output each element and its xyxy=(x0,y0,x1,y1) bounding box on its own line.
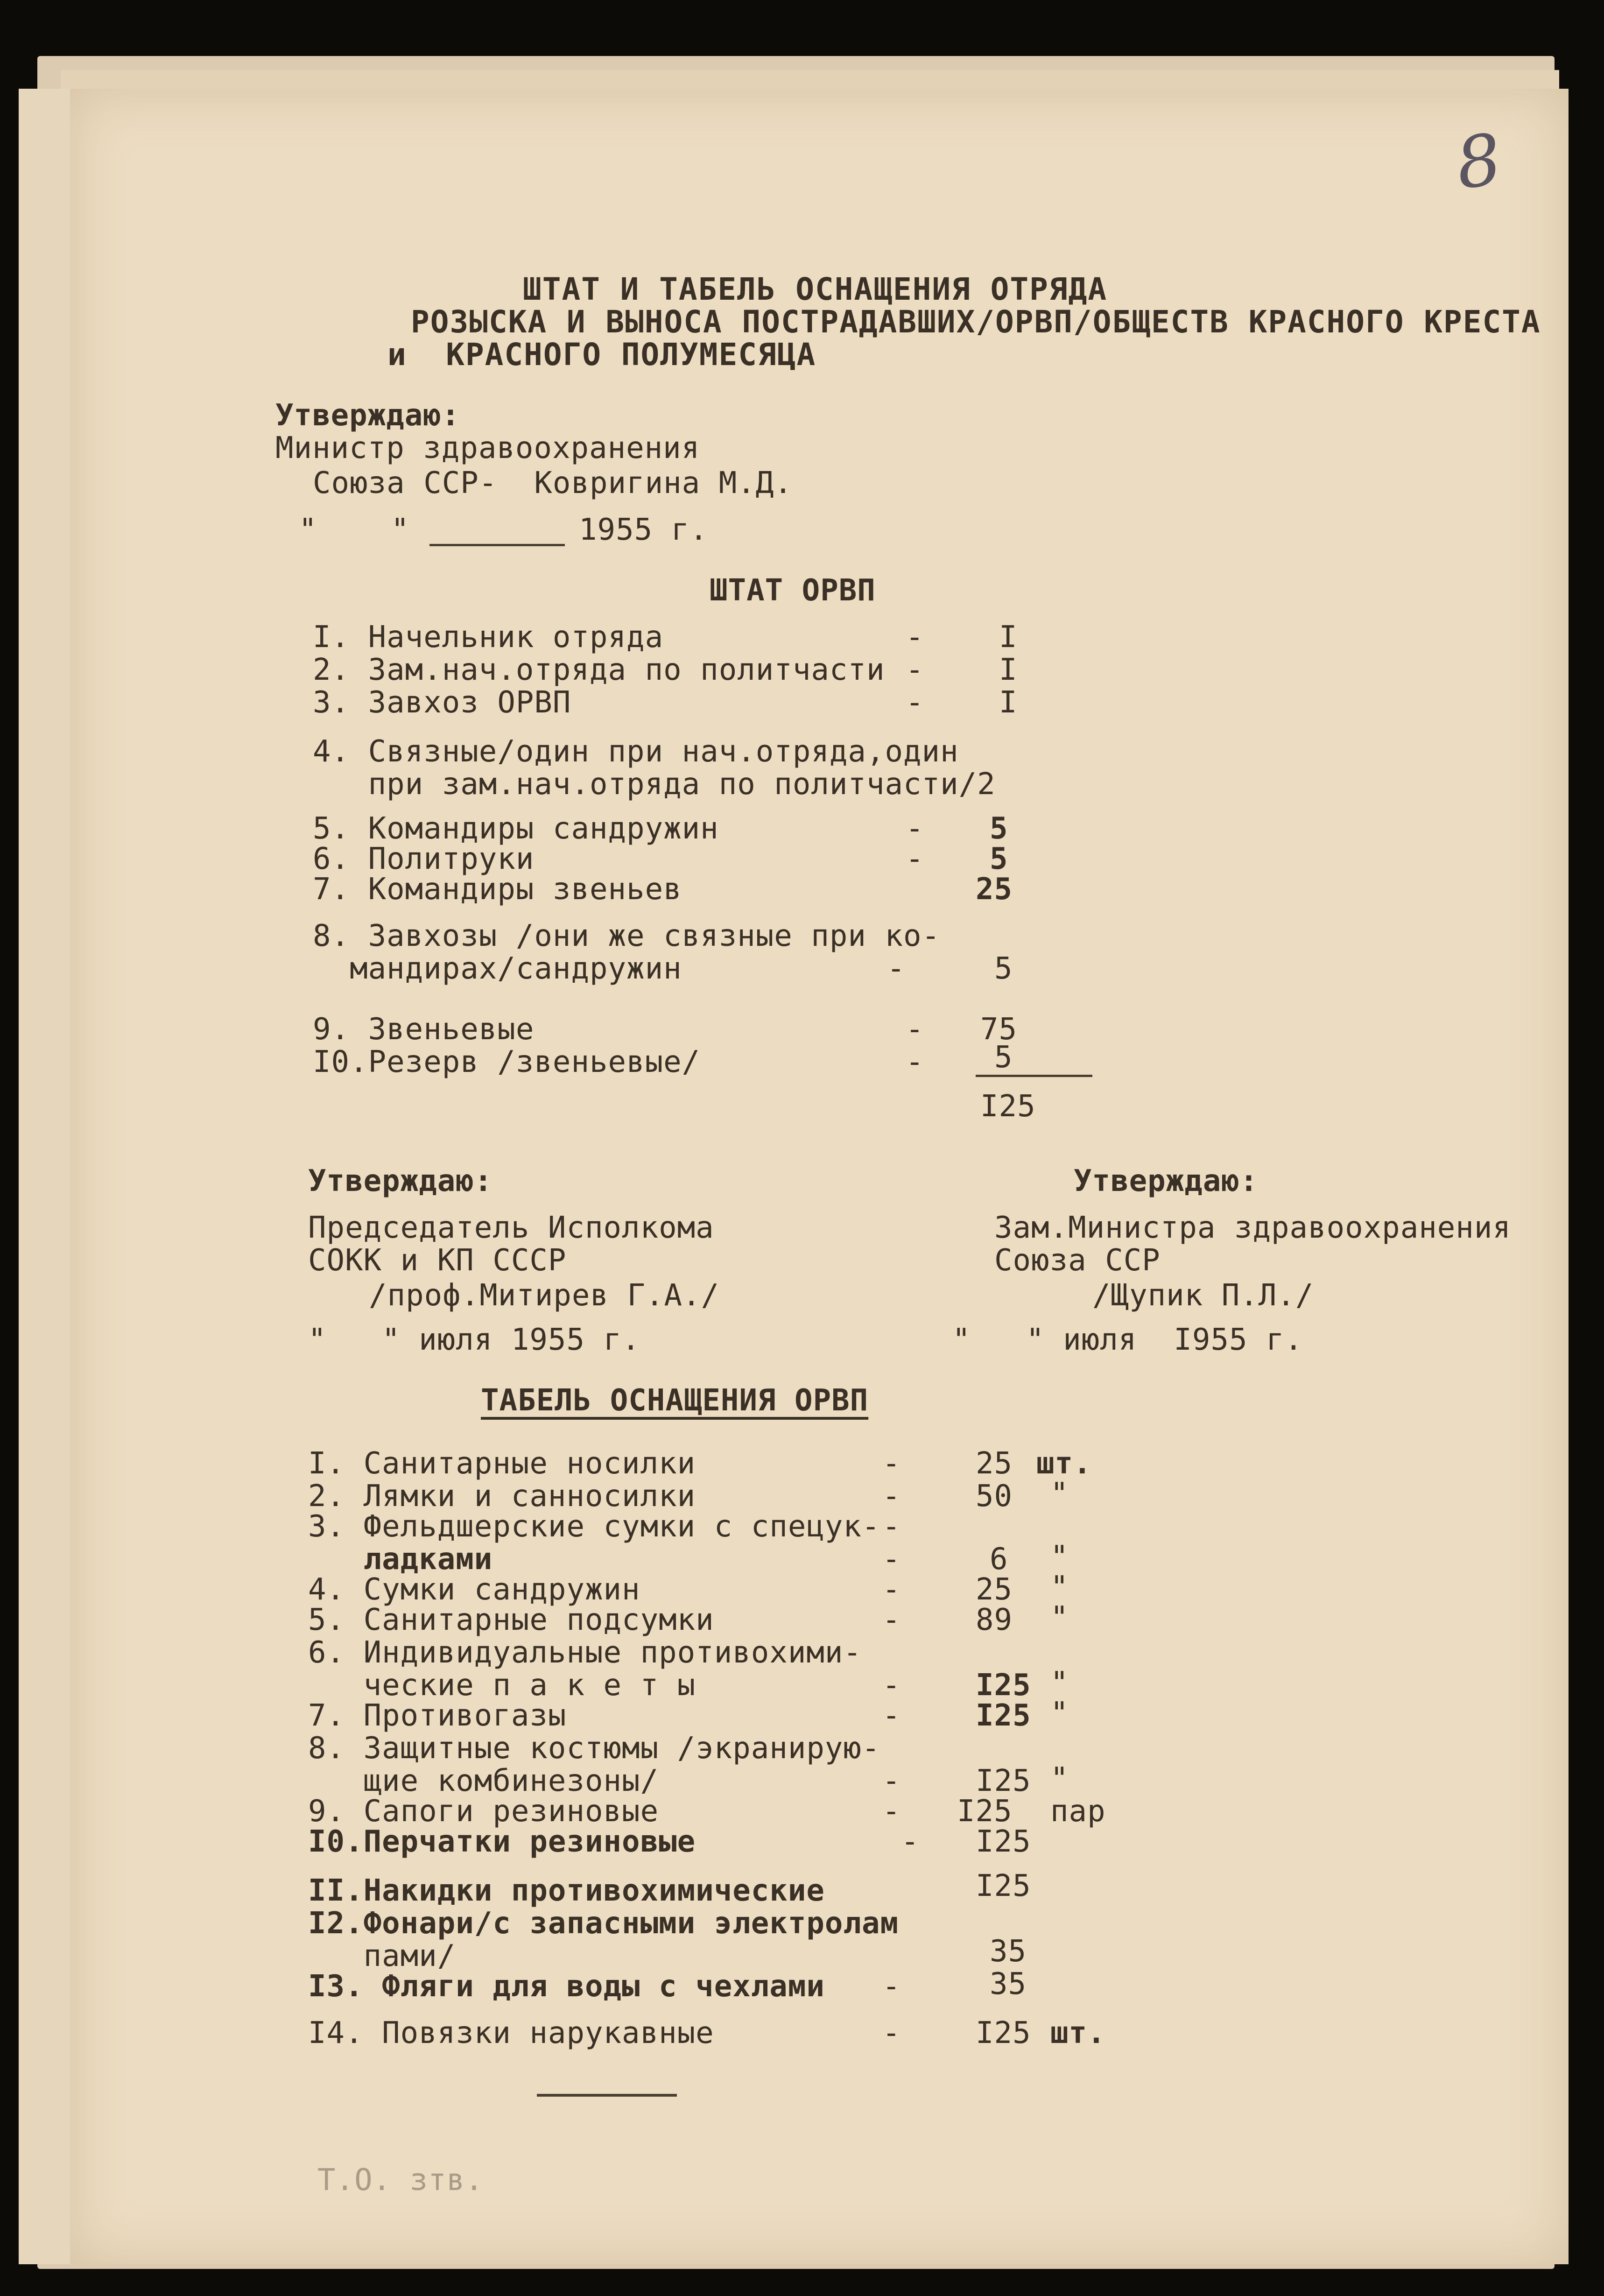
equipment-unit: " xyxy=(1050,1540,1069,1574)
approve-right-line-3: /Щупик П.Л./ xyxy=(1092,1278,1314,1313)
equipment-value: 25 xyxy=(976,1572,1013,1607)
equipment-item: 4. Сумки сандружин xyxy=(308,1572,640,1607)
equipment-dash: - xyxy=(882,1542,901,1577)
equipment-dash: - xyxy=(882,1603,901,1637)
sum-line xyxy=(976,1075,1092,1077)
staff-value: 25 xyxy=(976,872,1013,907)
equipment-item: 3. Фельдшерские сумки с спецук- xyxy=(308,1509,880,1544)
staff-item: 8. Завхозы /они же связные при ко- xyxy=(313,919,941,953)
staff-item: 7. Командиры звеньев xyxy=(313,872,682,907)
equipment-dash: - xyxy=(882,1572,901,1607)
approve-left-line-2: СОКК и КП СССР xyxy=(308,1243,567,1278)
staff-dash: - xyxy=(906,620,924,655)
staff-item: 6. Политруки xyxy=(313,842,535,876)
equipment-value: I25 xyxy=(976,1824,1031,1859)
title-line-1: ШТАТ И ТАБЕЛЬ ОСНАЩЕНИЯ ОТРЯДА xyxy=(523,271,1108,307)
staff-dash: - xyxy=(887,951,906,986)
staff-total: I25 xyxy=(980,1089,1036,1124)
staff-dash: - xyxy=(906,1045,924,1079)
staff-item: 2. Зам.нач.отряда по политчасти xyxy=(313,653,885,687)
staff-item: 5. Командиры сандружин xyxy=(313,811,719,846)
equipment-item: 8. Защитные костюмы /экранирую- xyxy=(308,1731,880,1766)
equipment-item: I2.Фонари/с запасными электролам xyxy=(308,1906,899,1941)
folio-number: 8 xyxy=(1451,119,1507,205)
equipment-dash: - xyxy=(901,1824,920,1859)
equipment-dash: - xyxy=(882,1764,901,1798)
staff-value: 5 xyxy=(990,811,1008,846)
equipment-dash: - xyxy=(882,2016,901,2050)
staff-dash: - xyxy=(906,811,924,846)
equipment-item: 7. Противогазы xyxy=(308,1698,567,1733)
equipment-unit: " xyxy=(1050,1666,1069,1700)
equipment-item: 5. Санитарные подсумки xyxy=(308,1603,714,1637)
approve-right-line-1: Зам.Министра здравоохранения xyxy=(994,1211,1511,1245)
equipment-unit: шт. xyxy=(1036,1446,1092,1481)
page-edge xyxy=(19,89,76,2264)
approve-top-line-1: Министр здравоохранения xyxy=(275,431,700,465)
approve-top-line-2: Союза ССР- Ковригина М.Д. xyxy=(313,466,793,500)
staff-value: I xyxy=(999,653,1018,687)
closing-divider xyxy=(537,2094,677,2097)
staff-item: при зам.нач.отряда по политчасти/2 xyxy=(313,767,996,802)
approve-top-date-quotes: " " xyxy=(299,513,410,547)
staff-item: I0.Резерв /звеньевые/ xyxy=(313,1045,701,1079)
approve-right-date: " " июля I955 г. xyxy=(952,1323,1303,1357)
staff-value: 5 xyxy=(990,842,1008,876)
equipment-dash: - xyxy=(882,1446,901,1481)
equipment-value: 6 xyxy=(990,1542,1008,1577)
equipment-dash: - xyxy=(882,1479,901,1514)
equipment-unit: " xyxy=(1050,1600,1069,1635)
staff-item: 3. Завхоз ОРВП xyxy=(313,685,571,720)
equipment-unit: " xyxy=(1050,1477,1069,1511)
staff-item: I. Начельник отряда xyxy=(313,620,664,655)
equipment-value: 89 xyxy=(976,1603,1013,1637)
equipment-item: I. Санитарные носилки xyxy=(308,1446,696,1481)
approve-left-line-1: Председатель Исполкома xyxy=(308,1211,714,1245)
equipment-item: пами/ xyxy=(308,1939,456,1973)
equipment-item: ческие п а к е т ы xyxy=(308,1668,696,1703)
equipment-item: 9. Сапоги резиновые xyxy=(308,1794,659,1829)
approve-left-label: Утверждаю: xyxy=(308,1164,493,1198)
footer-mark: Т.О. зтв. xyxy=(317,2163,484,2197)
equipment-value: I25 xyxy=(976,1764,1031,1798)
equipment-value: 25 xyxy=(976,1446,1013,1481)
approve-left-line-3: /проф.Митирев Г.А./ xyxy=(369,1278,720,1313)
equipment-value: I25 xyxy=(976,1668,1031,1703)
staff-dash: - xyxy=(906,842,924,876)
equipment-unit: пар xyxy=(1050,1794,1106,1829)
staff-value: 5 xyxy=(994,1040,1013,1075)
equipment-value: I25 xyxy=(976,2016,1031,2050)
staff-value: 5 xyxy=(994,951,1013,986)
equipment-value: 35 xyxy=(990,1967,1027,2001)
approve-left-date: " " июля 1955 г. xyxy=(308,1323,640,1357)
equipment-value: I25 xyxy=(976,1869,1031,1903)
approve-top-date-year: 1955 г. xyxy=(579,513,708,547)
equipment-dash: - xyxy=(882,1698,901,1733)
staff-dash: - xyxy=(906,1012,924,1047)
equipment-heading: ТАБЕЛЬ ОСНАЩЕНИЯ ОРВП xyxy=(481,1383,869,1418)
staff-item: 4. Связные/один при нач.отряда,один xyxy=(313,734,959,769)
equipment-item: I4. Повязки нарукавные xyxy=(308,2016,714,2050)
equipment-dash: - xyxy=(882,1794,901,1829)
equipment-dash: - xyxy=(882,1668,901,1703)
equipment-item: щие комбинезоны/ xyxy=(308,1764,659,1798)
staff-value: 75 xyxy=(980,1012,1018,1047)
approve-top-label: Утверждаю: xyxy=(275,398,460,433)
title-line-3: и КРАСНОГО ПОЛУМЕСЯЦА xyxy=(387,337,816,373)
equipment-item: I3. Фляги для воды с чехлами xyxy=(308,1969,825,2004)
staff-dash: - xyxy=(906,685,924,720)
equipment-value: 35 xyxy=(990,1934,1027,1969)
equipment-item: II.Накидки противохимические xyxy=(308,1873,825,1908)
staff-value: I xyxy=(999,685,1018,720)
equipment-value: I25 xyxy=(976,1698,1031,1733)
equipment-item: I0.Перчатки резиновые xyxy=(308,1824,696,1859)
equipment-dash: - xyxy=(882,1509,901,1544)
equipment-value: 50 xyxy=(976,1479,1013,1514)
title-line-2: РОЗЫСКА И ВЫНОСА ПОСТРАДАВШИХ/ОРВП/ОБЩЕСТВ КРАСНОГО КРЕСТА xyxy=(411,304,1541,340)
equipment-unit: " xyxy=(1050,1696,1069,1731)
equipment-item: ладками xyxy=(308,1542,493,1577)
equipment-value: I25 xyxy=(957,1794,1013,1829)
equipment-unit: шт. xyxy=(1050,2016,1106,2050)
equipment-unit: " xyxy=(1050,1570,1069,1605)
equipment-item: 2. Лямки и санносилки xyxy=(308,1479,696,1514)
staff-item: мандирах/сандружин xyxy=(313,951,682,986)
staff-value: I xyxy=(999,620,1018,655)
date-blank-line xyxy=(429,544,565,546)
equipment-unit: " xyxy=(1050,1761,1069,1796)
staff-heading: ШТАТ ОРВП xyxy=(710,573,876,608)
staff-dash: - xyxy=(906,653,924,687)
staff-item: 9. Звеньевые xyxy=(313,1012,535,1047)
approve-right-label: Утверждаю: xyxy=(1074,1164,1259,1198)
equipment-dash: - xyxy=(882,1969,901,2004)
approve-right-line-2: Союза ССР xyxy=(994,1243,1161,1278)
equipment-item: 6. Индивидуальные противохими- xyxy=(308,1635,862,1670)
